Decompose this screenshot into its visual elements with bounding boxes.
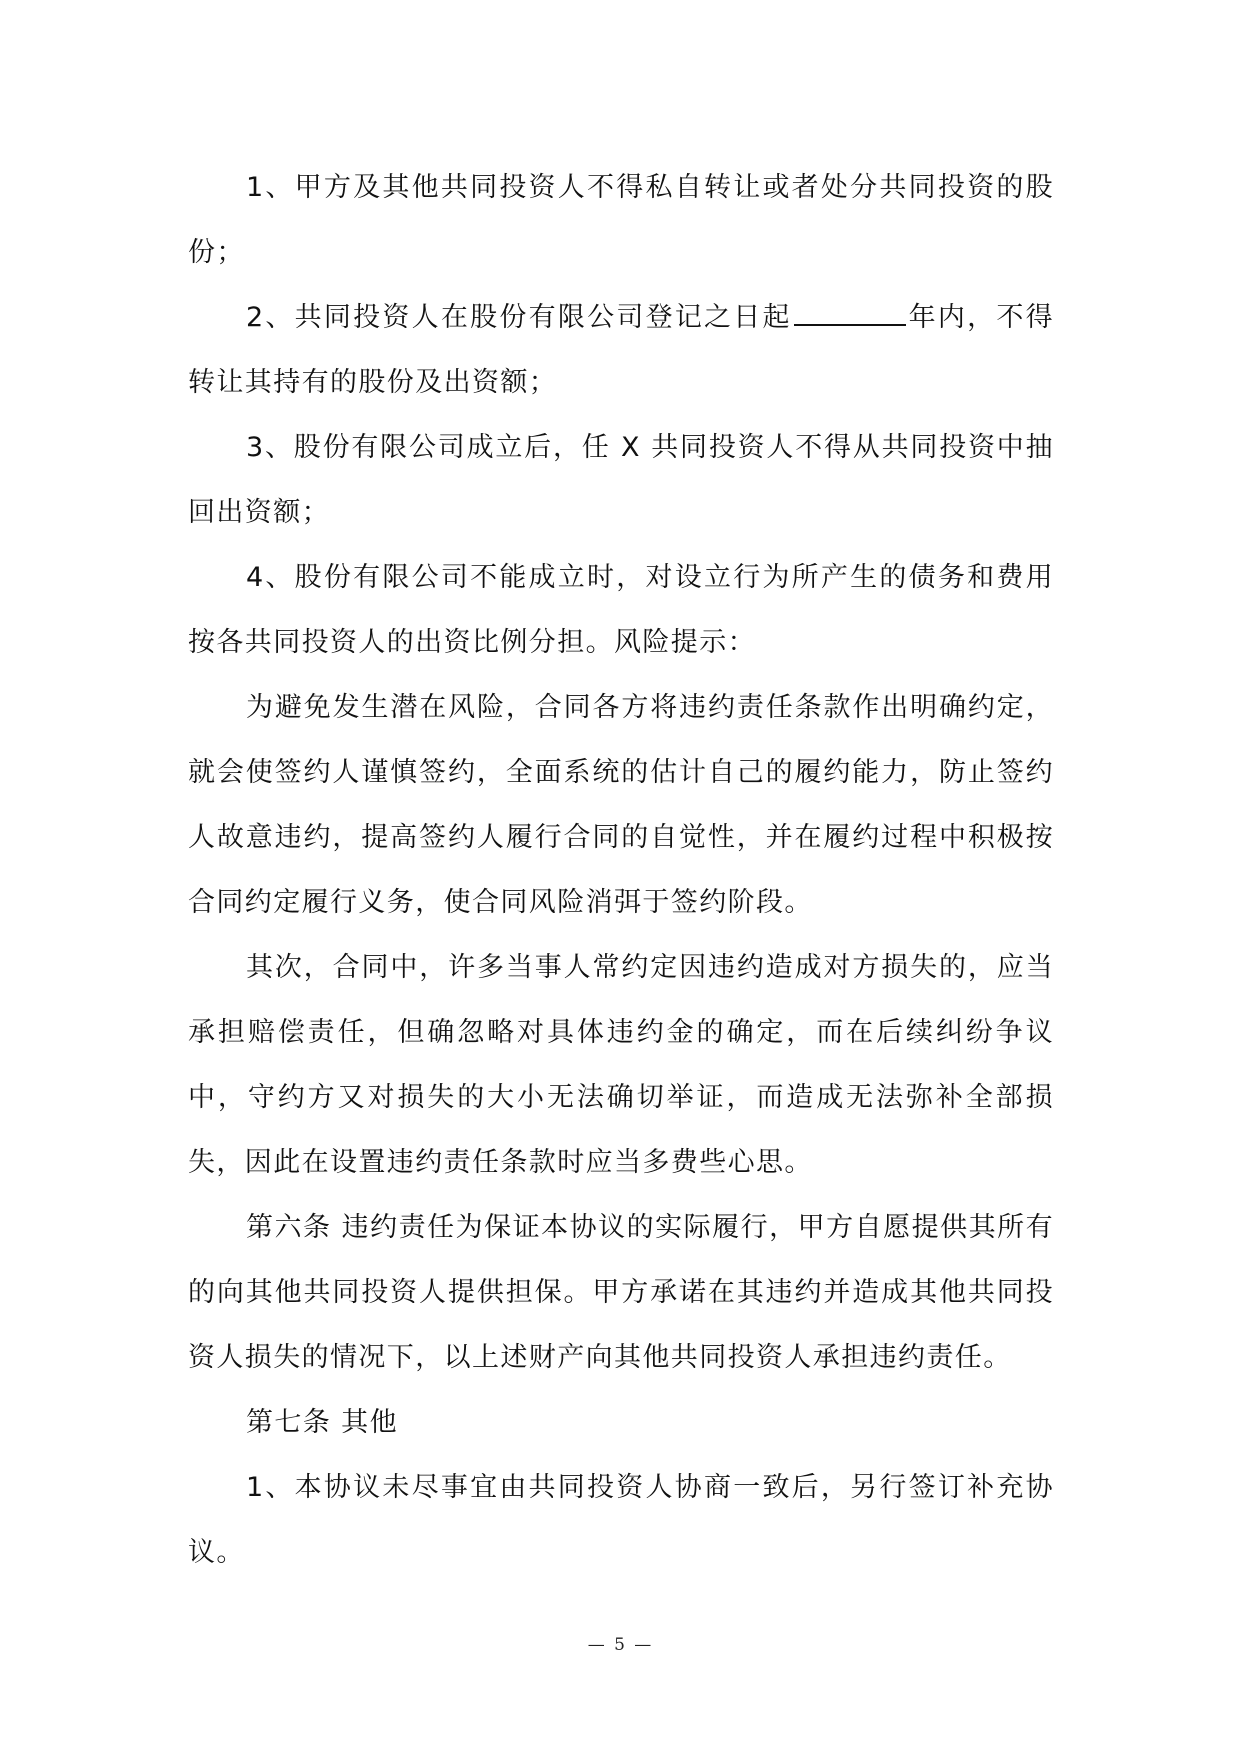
paragraph-clause-1: 1、甲方及其他共同投资人不得私自转让或者处分共同投资的股份； — [188, 172, 1054, 268]
paragraph-secondly: 其次，合同中，许多当事人常约定因违约造成对方损失的，应当承担赔偿责任，但确忽略对具体违约金的确定，而在后续纠纷争议中，守约方又对损失的大小无法确切举证，而造成无法弥补全部损失，因此在设置违约责任条款时应当多费些心思。 — [188, 952, 1054, 1178]
fill-in-blank-years — [794, 300, 906, 326]
paragraph-clause-3: 3、股份有限公司成立后，任 X 共同投资人不得从共同投资中抽回出资额； — [188, 432, 1054, 528]
paragraph-clause-4: 4、股份有限公司不能成立时，对设立行为所产生的债务和费用按各共同投资人的出资比例分担。风险提示： — [188, 562, 1054, 658]
paragraph-clause-2 — [188, 285, 1054, 415]
paragraph-article-7-clause-1: 1、本协议未尽事宜由共同投资人协商一致后，另行签订补充协议。 — [188, 1472, 1054, 1568]
heading-article-7: 第七条 其他 — [246, 1407, 398, 1438]
clause-2-text-after: 年内，不得转让其持有的股份及出资额； — [188, 302, 1055, 398]
page-number: — 5 — — [587, 1635, 654, 1655]
paragraph-article-6: 第六条 违约责任为保证本协议的实际履行，甲方自愿提供其所有的向其他共同投资人提供担保。甲方承诺在其违约并造成其他共同投资人损失的情况下，以上述财产向其他共同投资人承担违约责任。 — [188, 1212, 1054, 1373]
document-body — [188, 155, 1054, 1585]
paragraph-risk-explanation: 为避免发生潜在风险，合同各方将违约责任条款作出明确约定，就会使签约人谨慎签约，全面系统的估计自己的履约能力，防止签约人故意违约，提高签约人履行合同的自觉性，并在履约过程中积极按合同约定履行义务，使合同风险消弭于签约阶段。 — [188, 692, 1054, 918]
clause-2-text-before: 2、共同投资人在股份有限公司登记之日起 — [246, 302, 792, 333]
